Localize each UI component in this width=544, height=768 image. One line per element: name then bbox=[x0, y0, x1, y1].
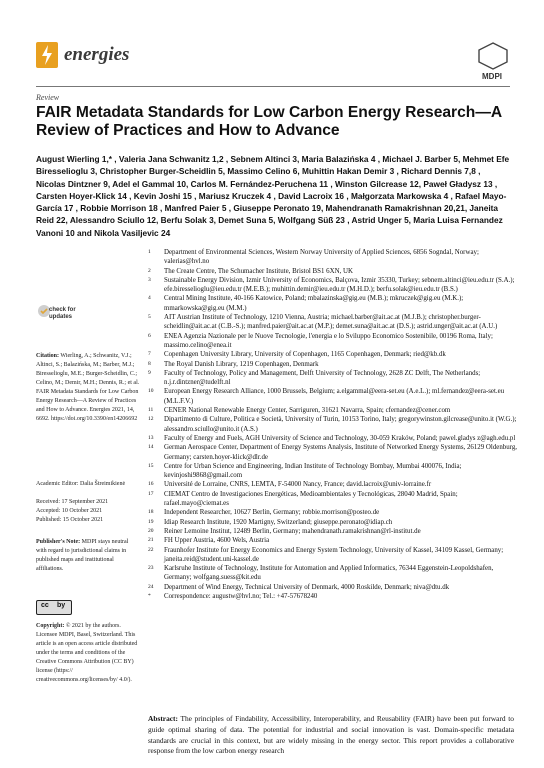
affiliation-number: 8 bbox=[148, 360, 151, 367]
affiliation-text: ENEA Agenzia Nazionale per le Nuove Tecnologie, l'energia e lo Sviluppo Economico Sostenibile, 00196 Roma, Italy; massimo.celino@enea.it bbox=[164, 332, 493, 349]
affiliation-text: Université de Lorraine, CNRS, LEMTA, F-54000 Nancy, France; david.lacroix@univ-lorraine.fr bbox=[164, 481, 432, 489]
affiliation-number: 3 bbox=[148, 276, 151, 283]
affiliation-text: CIEMAT Centro de Investigaciones Energéticas, Medioambientales y Tecnológicas, 28040 Madrid, Spain; rafael.mayo@ciemat.es bbox=[164, 490, 458, 508]
affiliation-item bbox=[148, 592, 518, 601]
journal-logo-icon bbox=[36, 42, 58, 68]
affiliation-item bbox=[148, 294, 518, 313]
affiliation-item bbox=[148, 267, 518, 276]
copyright-text: © 2021 by the authors. Licensee MDPI, Basel, Switzerland. This article is an open access article distributed under the terms and conditions of the Creative Commons Attribution (CC BY) license (https:// creativecommons.org/licenses/by/ 4.0/). bbox=[36, 623, 138, 683]
affiliation-number: 10 bbox=[148, 388, 154, 395]
affiliation-text: AIT Austrian Institute of Technology, 1210 Vienna, Austria; michael.barber@ait.ac.at (M.J.B.); christopher.burger-scheidlin@ait.ac.at (C.B.-S.); manfred.paier@ait.ac.at (M.P.); demet.suna@ait.ac.at (D.S.); astrid.unger@ait.ac.at (A.U.) bbox=[164, 314, 498, 331]
accepted-date: Accepted: 10 October 2021 bbox=[36, 508, 103, 514]
affiliation-item bbox=[148, 527, 518, 536]
affiliation-number: 22 bbox=[148, 546, 154, 553]
affiliation-item bbox=[148, 480, 518, 489]
affiliation-item bbox=[148, 415, 518, 434]
affiliation-item bbox=[148, 490, 518, 509]
affiliation-number: 20 bbox=[148, 527, 154, 534]
affiliation-item bbox=[148, 583, 518, 592]
dates-block bbox=[36, 498, 140, 525]
affiliation-item bbox=[148, 443, 518, 462]
abstract bbox=[148, 714, 514, 757]
check-for-updates-label[interactable] bbox=[49, 307, 76, 321]
received-date: Received: 17 September 2021 bbox=[36, 499, 109, 505]
mdpi-logo-icon bbox=[477, 42, 509, 70]
paper-title: FAIR Metadata Standards for Low Carbon Energy Research—A Review of Practices and How to Advance bbox=[36, 104, 502, 139]
affiliation-text: The Royal Danish Library, 1219 Copenhagen, Denmark bbox=[164, 360, 319, 368]
abstract-text: The principles of Findability, Accessibility, Interoperability, and Reusability (FAIR) have been put forward to guide optimal sharing of data. The potential for industrial and social innovation is vast. Domain-specific metadata standards are crucial in this context, but are widely missing in the energy sector. This report provides a collaborative response from the low carbon energy research bbox=[148, 714, 514, 756]
affiliation-text: Central Mining Institute, 40-166 Katowice, Poland; mbalazinska@gig.eu (M.B.); mkruczek@gig.eu (M.K.); mmarkowska@gig.eu (M.M.) bbox=[164, 295, 464, 312]
affiliation-number: 7 bbox=[148, 351, 151, 358]
affiliation-text: FH Upper Austria, 4600 Wels, Austria bbox=[164, 537, 270, 545]
copyright-block bbox=[36, 622, 140, 685]
affiliation-item bbox=[148, 518, 518, 527]
affiliation-number: 24 bbox=[148, 583, 154, 590]
affiliation-item bbox=[148, 313, 518, 332]
affiliation-number: 16 bbox=[148, 481, 154, 488]
affiliation-text: Sustainable Energy Division, Izmir University of Economics, Balçova, Izmir 35330, Turkey; sebnem.altinci@ieu.edu.tr (S.A.); efe.biresselioglu@ieu.edu.tr (M.E.B.); muhittin.demir@ieu.edu.tr (M.H.D.); berfu.solak@ieu.edu.tr (B.S.) bbox=[164, 276, 515, 294]
affiliation-number: 4 bbox=[148, 295, 151, 302]
affiliation-item bbox=[148, 350, 518, 359]
publisher-note-label: Publisher's Note: bbox=[36, 539, 81, 545]
affiliation-number: 23 bbox=[148, 565, 154, 572]
affiliation-text: Faculty of Energy and Fuels, AGH University of Science and Technology, 30-059 Kraków, Poland; pawel.gladys z@agh.edu.pl bbox=[164, 434, 516, 442]
affiliation-number: 14 bbox=[148, 444, 154, 451]
affiliation-text: Copenhagen University Library, University of Copenhagen, 1165 Copenhagen, Denmark; ried@kb.dk bbox=[164, 351, 446, 359]
affiliation-item bbox=[148, 332, 518, 351]
lightning-icon bbox=[36, 42, 58, 68]
affiliation-item bbox=[148, 462, 518, 481]
affiliation-number: 6 bbox=[148, 332, 151, 339]
affiliation-number: 13 bbox=[148, 434, 154, 441]
affiliation-item bbox=[148, 369, 518, 388]
affiliation-text: Centre for Urban Science and Engineering, Indian Institute of Technology Bombay, Mumbai 400076, India; kevinjoshi9868@gmail.com bbox=[164, 462, 462, 480]
affiliation-text: Dipartimento di Culture, Politica e Società, University of Turin, 10153 Torino, Italy; gregorywinston.gilcrease@unito.it (W.G.); alessandro.sciullo@unito.it (A.S.) bbox=[164, 416, 517, 433]
author-list: August Wierling 1,* , Valeria Jana Schwanitz 1,2 , Sebnem Altinci 3, Maria Balazińska 4 , Michael J. Barber 5, Mehmet Efe Biresselioglu 3, Christopher Burger-Scheidlin 5, Massimo Celino 6, Muhittin Hakan Demir 3 , Richard Dennis 7,8 , Nicolas Dintzner 9, Adel el Gammal 10, Carlos M. Fernández-Peruchena 11 , Winston Gilcrease 12, Paweł Gładysz 13 , Carsten Hoyer-Klick 14 , Kevin Joshi 15 , Mariusz Kruczek 4 , David Lacroix 16 , Małgorzata Markowska 4 , Rafael Mayo-García 17 , Robbie Morrison 18 , Manfred Paier 5 , Giuseppe Peronato 19, Mahendranath Ramakrishnan 20,21, Janeita Reid 22, Alessandro Sciullo 12, Berfu Solak 3, Demet Suna 5, Wolfgang Süß 23 , Astrid Unger 5, Maria Luisa Fernandez Vanoni 10 and Nikola Vasiljevic 24 bbox=[36, 154, 510, 238]
header-divider bbox=[36, 86, 510, 87]
article-type: Review bbox=[36, 93, 60, 102]
affiliation-item bbox=[148, 276, 518, 295]
affiliation-text: European Energy Research Alliance, 1000 Brussels, Belgium; a.elgammal@eera-set.eu (A.e.L.); ml.fernandez@eera-set.eu (M.L.F.V.) bbox=[164, 388, 505, 405]
affiliation-number: 17 bbox=[148, 490, 154, 497]
academic-editor: Academic Editor: Dalia Štreimikienė bbox=[36, 481, 126, 487]
affiliation-number: 1 bbox=[148, 249, 151, 255]
cc-by-license-icon[interactable]: cc by bbox=[36, 600, 72, 615]
affiliation-item bbox=[148, 564, 518, 583]
affiliation-item bbox=[148, 360, 518, 369]
affiliation-number: 21 bbox=[148, 537, 154, 544]
affiliation-item bbox=[148, 387, 518, 406]
affiliation-item bbox=[148, 536, 518, 545]
affiliation-text: The Create Centre, The Schumacher Institute, Bristol BS1 6XN, UK bbox=[164, 267, 353, 275]
affiliation-number: * bbox=[148, 592, 151, 599]
check-label-line2: updates bbox=[49, 314, 73, 320]
citation-text: Wierling, A.; Schwanitz, V.J.; Altinci, S.; Balazińska, M.; Barber, M.J.; Biresselioglu, M.E.; Burger-Scheidlin, C.; Celino, M.; Demir, M.H.; Dennis, R.; et al. FAIR Metadata Standards for Low Carbon Energy Research—A Review of Practices and How to Advance. Energies 2021, 14, 6692. https://doi.org/10.3390/en14206692 bbox=[36, 353, 140, 422]
affiliation-number: 18 bbox=[148, 509, 154, 516]
affiliation-item bbox=[148, 546, 518, 565]
affiliation-item bbox=[148, 248, 518, 267]
affiliation-text: Reiner Lemoine Institut, 12489 Berlin, Germany; mahendranath.ramakrishnan@rl-institut.de bbox=[164, 527, 421, 535]
affiliation-text: German Aerospace Center, Department of Energy Systems Analysis, Institute of Networked Energy Systems, 26129 Oldenburg, Germany; carsten.hoyer-klick@dlr.de bbox=[164, 444, 517, 461]
affiliation-text: Independent Researcher, 10627 Berlin, Germany; robbie.morrison@posteo.de bbox=[164, 509, 380, 517]
affiliation-item bbox=[148, 434, 518, 443]
published-date: Published: 15 October 2021 bbox=[36, 517, 104, 523]
publisher-name: MDPI bbox=[482, 72, 502, 81]
affiliation-number: 19 bbox=[148, 518, 154, 525]
affiliation-text: Correspondence: augustw@hvl.no; Tel.: +47-57678240 bbox=[164, 592, 318, 600]
affiliation-list bbox=[148, 248, 518, 601]
affiliation-item bbox=[148, 508, 518, 517]
abstract-label: Abstract: bbox=[148, 714, 178, 723]
affiliation-item bbox=[148, 406, 518, 415]
affiliation-number: 2 bbox=[148, 267, 151, 274]
affiliation-text: Karlsruhe Institute of Technology, Institute for Automation and Applied Informatics, 76344 Eggenstein-Leopoldshafen, Germany; wolfgang.suess@kit.edu bbox=[164, 565, 494, 582]
citation-label: Citation: bbox=[36, 353, 59, 359]
publisher-note-text: MDPI stays neutral with regard to jurisdictional claims in published maps and institutional affiliations. bbox=[36, 539, 129, 572]
affiliation-number: 12 bbox=[148, 416, 154, 423]
affiliation-text: Idiap Research Institute, 1920 Martigny, Switzerland; giuseppe.peronato@idiap.ch bbox=[164, 518, 393, 526]
affiliation-text: Department of Environmental Sciences, Western Norway University of Applied Sciences, 6856 Sogndal, Norway; valerias@hvl.no bbox=[164, 249, 479, 266]
affiliation-text: Faculty of Technology, Policy and Management, Delft University of Technology, 2628 ZC Delft, The Netherlands; n.j.r.dintzner@tudelft.nl bbox=[164, 369, 481, 387]
affiliation-number: 15 bbox=[148, 462, 154, 469]
affiliation-number: 5 bbox=[148, 314, 151, 321]
journal-name: energies bbox=[64, 44, 130, 65]
affiliation-text: Fraunhofer Institute for Energy Economics and Energy System Technology, University of Kassel, 34109 Kassel, Germany; janeita.reid@student.uni-kassel.de bbox=[164, 546, 504, 563]
affiliation-text: CENER National Renewable Energy Center, Sarriguren, 31621 Navarra, Spain; cfernandez@cener.com bbox=[164, 407, 451, 415]
citation-block bbox=[36, 352, 140, 424]
check-label-line1: check for bbox=[49, 307, 76, 313]
copyright-label: Copyright: bbox=[36, 623, 65, 629]
affiliation-number: 9 bbox=[148, 369, 151, 376]
affiliation-text: Department of Wind Energy, Technical University of Denmark, 4000 Roskilde, Denmark; niva@dtu.dk bbox=[164, 583, 450, 591]
publisher-note bbox=[36, 538, 140, 574]
affiliation-number: 11 bbox=[148, 407, 154, 414]
